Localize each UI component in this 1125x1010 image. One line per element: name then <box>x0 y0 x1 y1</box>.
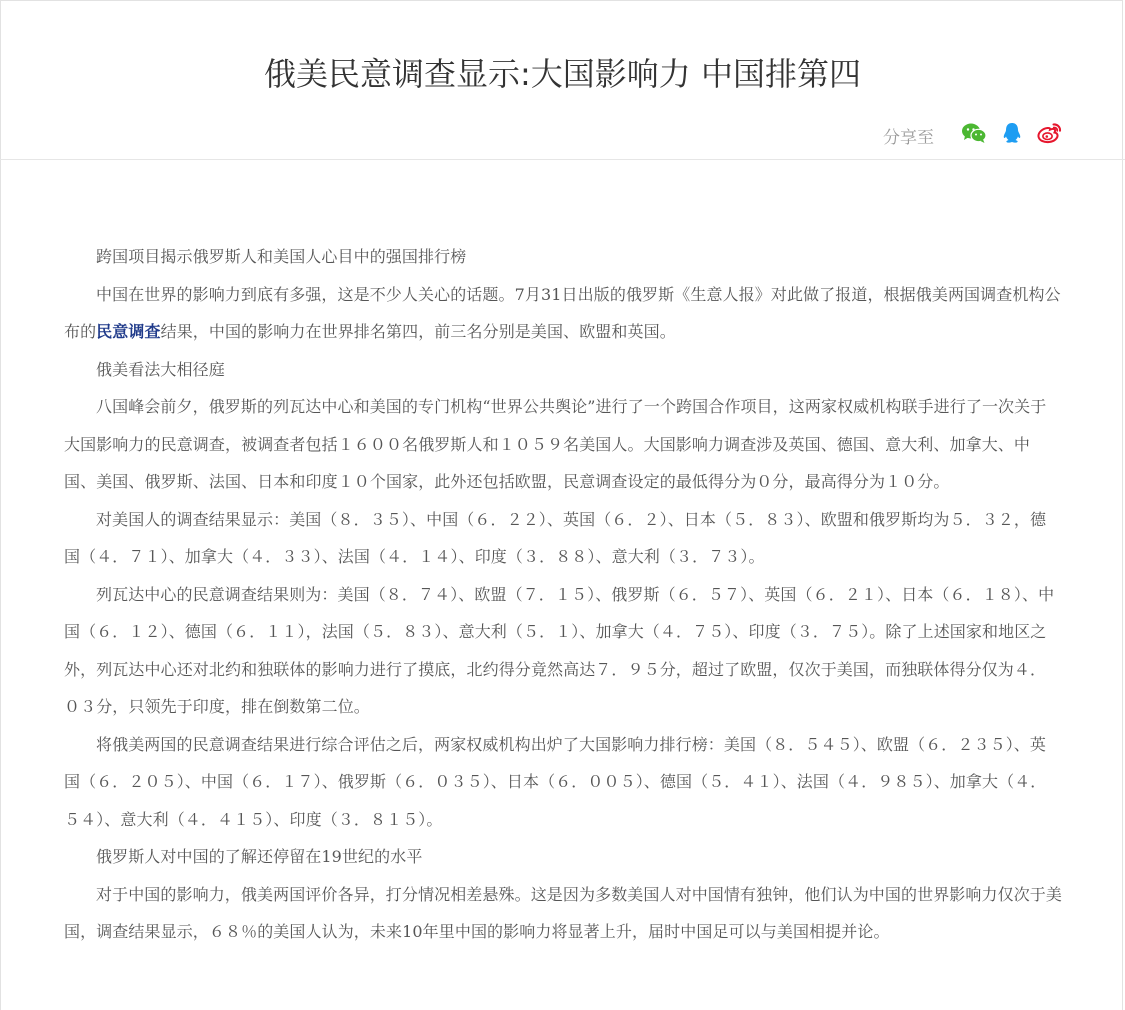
article-paragraph: 将俄美两国的民意调查结果进行综合评估之后，两家权威机构出炉了大国影响力排行榜：美国（８．５４５）、欧盟（６．２３５）、英国（６．２０５）、中国（６．１７）、俄罗斯（６．０３５）、日本（６．００５）、德国（５．４１）、法国（４．９８５）、加拿大（４．５４）、意大利（４．４１５）、印度（３．８１５）。 <box>64 734 1047 829</box>
poll-survey-link[interactable]: 民意调查 <box>96 322 161 341</box>
qq-icon[interactable] <box>1000 121 1024 149</box>
article-paragraph: 列瓦达中心的民意调查结果则为：美国（８．７４）、欧盟（７．１５）、俄罗斯（６．５７）、英国（６．２１）、日本（６．１８）、中国（６．１２）、德国（６．１１），法国（５．８３）、意大利（５．１）、加拿大（４．７５）、印度（３．７５）。除了上述国家和地区之外，列瓦达中心还对北约和独联体的影响力进行了摸底，北约得分竟然高达７．９５分，超过了欧盟，仅次于美国，而独联体得分仅为４．０３分，只领先于印度，排在倒数第二位。 <box>64 584 1055 716</box>
wechat-icon[interactable] <box>961 122 987 148</box>
article-paragraph: 俄罗斯人对中国的了解还停留在19世纪的水平 <box>96 847 423 866</box>
article-paragraph: 对于中国的影响力，俄美两国评价各异，打分情况相差悬殊。这是因为多数美国人对中国情有独钟，他们认为中国的世界影响力仅次于美国，调查结果显示，６８％的美国人认为，未来10年里中国的影响力将显著上升，届时中国足可以与美国相提并论。 <box>64 884 1063 941</box>
paragraph-text: 中国在世界的影响力到底有多强，这是不少人关心的话题。7月31日出版的俄罗斯《生意人报》对此做了报道，根据俄美两国调查机构公布的 <box>64 284 1061 341</box>
share-label: 分享至 <box>883 127 934 148</box>
article-paragraph: 跨国项目揭示俄罗斯人和美国人心目中的强国排行榜 <box>96 247 467 266</box>
weibo-icon[interactable] <box>1037 121 1063 149</box>
article-paragraph: 八国峰会前夕，俄罗斯的列瓦达中心和美国的专门机构“世界公共舆论”进行了一个跨国合作项目，这两家权威机构联手进行了一次关于大国影响力的民意调查，被调查者包括１６００名俄罗斯人和１０５９名美国人。大国影响力调查涉及英国、德国、意大利、加拿大、中国、美国、俄罗斯、法国、日本和印度１０个国家，此外还包括欧盟，民意调查设定的最低得分为０分，最高得分为１０分。 <box>64 397 1047 491</box>
article-paragraph: 对美国人的调查结果显示：美国（８．３５）、中国（６．２２）、英国（６．２）、日本（５．８３）、欧盟和俄罗斯均为５．３２，德国（４．７１）、加拿大（４．３３）、法国（４．１４）、印度（３．８８）、意大利（３．７３）。 <box>64 509 1047 566</box>
share-bar <box>883 120 1063 150</box>
article-body <box>64 238 1062 951</box>
article-header <box>0 0 1125 160</box>
page-title: 俄美民意调查显示:大国影响力 中国排第四 <box>264 55 861 93</box>
article-paragraph <box>64 276 1062 351</box>
article-paragraph: 俄美看法大相径庭 <box>96 359 225 379</box>
paragraph-text: 结果，中国的影响力在世界排名第四，前三名分别是美国、欧盟和英国。 <box>160 322 676 341</box>
